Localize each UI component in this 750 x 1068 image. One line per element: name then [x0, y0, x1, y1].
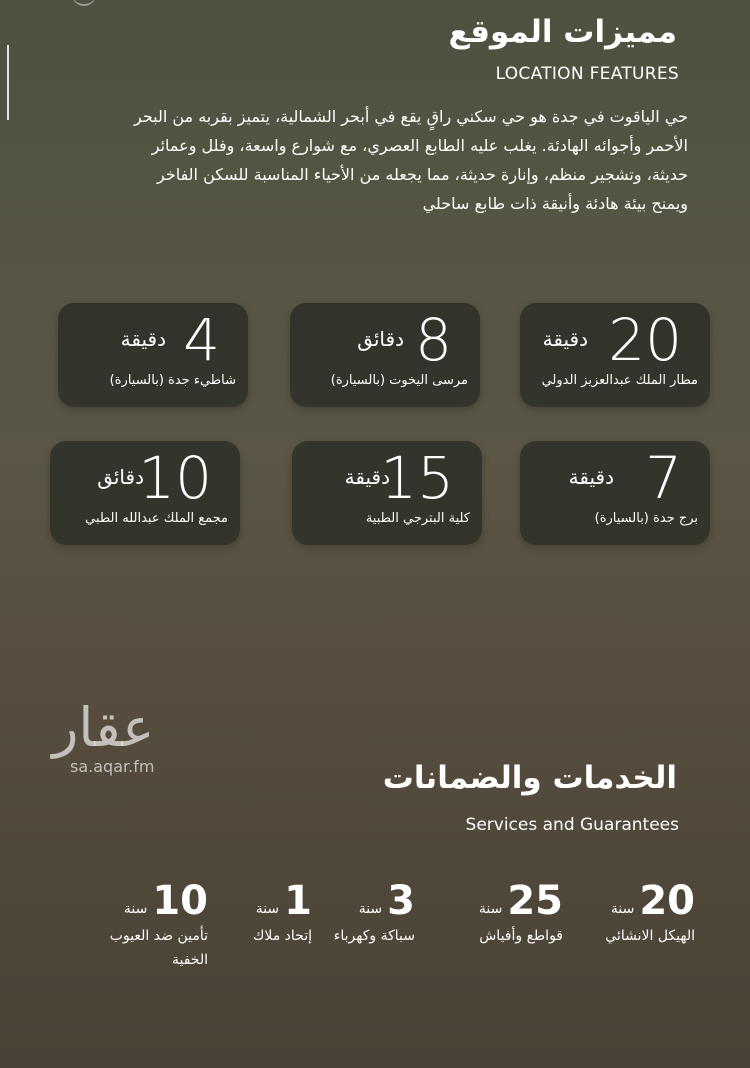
guarantee-number: 1	[284, 878, 312, 924]
card-number: 8	[415, 306, 452, 374]
card-number: 4	[183, 306, 220, 374]
guarantee-number: 20	[639, 878, 695, 924]
location-features-title-ar: مميزات الموقع	[448, 14, 677, 50]
feature-card-tower	[520, 441, 710, 545]
card-place: مرسى اليخوت (بالسيارة)	[330, 373, 468, 388]
card-number: 7	[645, 444, 682, 512]
card-place: شاطيء جدة (بالسيارة)	[109, 373, 236, 388]
guarantee-defects-insurance	[78, 876, 208, 972]
guarantee-plumbing	[325, 876, 415, 948]
card-unit: دقيقة	[120, 327, 166, 351]
guarantee-number: 10	[152, 878, 208, 924]
card-number: 15	[380, 444, 454, 512]
card-unit: دقيقة	[568, 465, 614, 489]
guarantee-unit: سنة	[123, 901, 148, 917]
guarantee-number: 25	[507, 878, 563, 924]
location-description: حي الياقوت في جدة هو حي سكني راقٍ يقع في أبحر الشمالية، يتميز بقربه من البحر الأحمر وأجوائه الهادئة. يغلب عليه الطابع العصري، مع شوارع واسعة، وفلل وعمائر حديثة، وتشجير منظم، وإنارة حديثة، مما يجعله من الأحياء المناسبة للسكن الفاخر ويمنح بيئة هادئة وأنيقة ذات طابع ساحلي	[133, 107, 688, 213]
card-place: كلية البترجي الطبية	[365, 511, 470, 526]
guarantee-unit: سنة	[358, 901, 383, 917]
card-place: مطار الملك عبدالعزيز الدولي	[541, 373, 698, 388]
services-title-ar: الخدمات والضمانات	[382, 760, 677, 796]
watermark	[44, 696, 155, 776]
feature-card-airport	[520, 303, 710, 407]
location-features-title-en: LOCATION FEATURES	[495, 64, 679, 84]
card-unit: دقائق	[97, 465, 144, 489]
feature-card-college	[292, 441, 482, 545]
watermark-url: sa.aqar.fm	[70, 757, 155, 776]
guarantee-number: 3	[387, 878, 415, 924]
card-unit: دقيقة	[542, 327, 588, 351]
guarantee-owners-union	[232, 876, 312, 948]
card-unit: دقيقة	[344, 465, 390, 489]
card-unit: دقائق	[357, 327, 404, 351]
edge-line	[7, 45, 9, 120]
guarantee-unit: سنة	[478, 901, 503, 917]
guarantee-label: الهيكل الانشائي	[605, 928, 695, 944]
feature-card-beach	[58, 303, 248, 407]
card-number: 20	[608, 306, 682, 374]
feature-card-marina	[290, 303, 480, 407]
guarantee-switches	[453, 876, 563, 948]
top-decoration	[72, 0, 96, 6]
feature-card-medical-complex	[50, 441, 240, 545]
guarantee-label: قواطع وأفياش	[479, 928, 563, 944]
guarantee-unit: سنة	[610, 901, 635, 917]
guarantee-label: إتحاد ملاك	[252, 928, 312, 944]
card-number: 10	[138, 444, 212, 512]
card-place: مجمع الملك عبدالله الطبي	[85, 511, 228, 526]
guarantee-label: سباكة وكهرباء	[333, 928, 415, 944]
services-title-en: Services and Guarantees	[465, 815, 679, 835]
guarantee-label: تأمين ضد العيوب الخفية	[109, 928, 208, 968]
watermark-logo: عقار	[52, 696, 155, 759]
guarantee-structure	[565, 876, 695, 948]
card-place: برج جدة (بالسيارة)	[594, 511, 698, 526]
guarantee-unit: سنة	[255, 901, 280, 917]
